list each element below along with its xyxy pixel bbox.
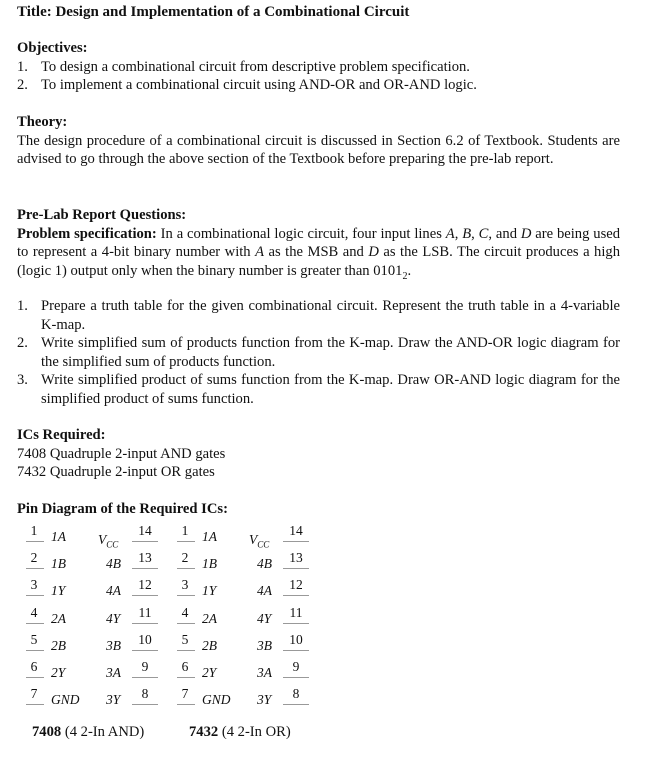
prelab-section bbox=[17, 206, 620, 280]
pin-line-left bbox=[26, 568, 44, 569]
vcc-subscript: CC bbox=[106, 539, 119, 550]
pin-number-left: 5 bbox=[181, 631, 189, 647]
pin-label-left: 2Y bbox=[51, 665, 66, 680]
pin-line-left bbox=[177, 650, 195, 651]
ic-7432-caption: 7432 (4 2-In OR) bbox=[189, 724, 291, 740]
pin-number-right: 13 bbox=[289, 550, 303, 566]
pin-label-left: 1A bbox=[202, 529, 217, 544]
pin-label-left: 1B bbox=[202, 556, 217, 572]
pin-line-left bbox=[177, 704, 195, 705]
pin-label-right: 3Y bbox=[257, 692, 272, 708]
spec-label: Problem specification: bbox=[17, 225, 157, 242]
pin-number-left: 5 bbox=[30, 631, 38, 647]
vcc-label bbox=[98, 531, 118, 550]
pin-label-left: 1Y bbox=[51, 583, 66, 599]
ic-7408-diagram bbox=[26, 522, 166, 707]
pin-number-left: 2 bbox=[181, 550, 189, 566]
prelab-questions bbox=[17, 297, 620, 409]
theory-text: The design procedure of a combinational circuit is discussed in Section 6.2 of Textbook. Students are advised to go through the above section of the Textbook before preparing the pre-lab report. bbox=[17, 132, 620, 168]
ic-item: 7408 Quadruple 2-input AND gates bbox=[17, 445, 226, 462]
pin-label-right: 4A bbox=[257, 583, 272, 599]
pin-number-left: 1 bbox=[30, 523, 38, 538]
pin-number-right: 12 bbox=[289, 577, 303, 593]
pin-label-left: 1B bbox=[51, 556, 66, 572]
pin-line-right bbox=[283, 541, 309, 542]
pin-number-left: 3 bbox=[30, 577, 38, 593]
vcc-subscript: CC bbox=[257, 539, 270, 550]
vcc-label bbox=[249, 531, 269, 550]
objectives-section bbox=[17, 39, 620, 95]
ic-7432-diagram bbox=[177, 522, 317, 707]
pin-line-left bbox=[177, 623, 195, 624]
pin-line-right bbox=[283, 704, 309, 705]
objectives-heading: Objectives: bbox=[17, 40, 88, 56]
list-item: 2. Write simplified sum of products function from the K-map. Draw the AND-OR logic diagram for the simplified sum of products function. bbox=[17, 335, 620, 370]
pin-number-left: 3 bbox=[181, 577, 189, 593]
pin-line-right bbox=[132, 541, 158, 542]
pin-number-right: 11 bbox=[138, 604, 152, 620]
theory-heading: Theory: bbox=[17, 114, 68, 130]
pin-label-right: 4A bbox=[106, 583, 121, 599]
pin-number-right: 9 bbox=[141, 659, 149, 674]
pin-line-left bbox=[26, 677, 44, 678]
pin-line-right bbox=[283, 568, 309, 569]
pin-number-right: 11 bbox=[289, 604, 303, 620]
pin-label-left: 2Y bbox=[202, 665, 217, 680]
pin-number-right: 10 bbox=[138, 631, 152, 647]
pin-label-left: GND bbox=[51, 692, 80, 708]
pin-line-left bbox=[177, 595, 195, 596]
ic-item: 7432 Quadruple 2-input OR gates bbox=[17, 464, 215, 481]
pin-number-right: 14 bbox=[138, 523, 152, 538]
pin-label-left: GND bbox=[202, 692, 231, 708]
pin-line-left bbox=[177, 677, 195, 678]
prelab-heading: Pre-Lab Report Questions: bbox=[17, 207, 187, 223]
pin-number-left: 7 bbox=[30, 686, 38, 702]
pin-number-left: 7 bbox=[181, 686, 189, 702]
pin-number-right: 10 bbox=[289, 631, 303, 647]
pin-line-left bbox=[26, 650, 44, 651]
list-item: 2. To implement a combinational circuit using AND-OR and OR-AND logic. bbox=[17, 77, 477, 94]
pin-line-right bbox=[132, 623, 158, 624]
pin-number-right: 8 bbox=[141, 686, 149, 702]
ics-section bbox=[17, 426, 620, 482]
pin-label-right: 4B bbox=[106, 556, 121, 572]
pin-diagram-heading: Pin Diagram of the Required ICs: bbox=[17, 501, 228, 517]
pin-label-right: 4Y bbox=[257, 610, 272, 626]
ic-7408-caption: 7408 (4 2-In AND) bbox=[32, 724, 145, 740]
pin-number-right: 14 bbox=[289, 523, 303, 538]
pin-line-right bbox=[132, 677, 158, 678]
pin-label-left: 2A bbox=[202, 610, 217, 626]
ics-heading: ICs Required: bbox=[17, 427, 106, 443]
pin-line-left bbox=[177, 541, 195, 542]
pin-label-left: 2B bbox=[202, 637, 217, 653]
pin-number-left: 6 bbox=[30, 659, 38, 674]
pin-line-left bbox=[26, 541, 44, 542]
pin-line-right bbox=[283, 595, 309, 596]
pin-line-right bbox=[283, 650, 309, 651]
pin-line-left bbox=[177, 568, 195, 569]
pin-line-left bbox=[26, 623, 44, 624]
pin-number-left: 4 bbox=[181, 604, 189, 620]
pin-label-right: 3B bbox=[106, 637, 121, 653]
theory-section bbox=[17, 113, 620, 169]
pin-label-right: 3A bbox=[257, 665, 272, 680]
pin-number-left: 2 bbox=[30, 550, 38, 566]
pin-label-right: 3A bbox=[106, 665, 121, 680]
pin-label-right: 3B bbox=[257, 637, 272, 653]
document-title: Title: Design and Implementation of a Combinational Circuit bbox=[17, 4, 410, 20]
vcc-letter: V bbox=[98, 532, 107, 547]
list-item: 3. Write simplified product of sums function from the K-map. Draw OR-AND logic diagram for the simplified product of sums function. bbox=[17, 372, 620, 407]
pin-label-right: 4Y bbox=[106, 610, 121, 626]
pin-line-right bbox=[132, 650, 158, 651]
pin-line-right bbox=[132, 595, 158, 596]
pin-line-right bbox=[283, 677, 309, 678]
objectives-list bbox=[17, 58, 620, 95]
pin-number-right: 13 bbox=[138, 550, 152, 566]
pin-number-right: 8 bbox=[292, 686, 300, 702]
pin-number-right: 9 bbox=[292, 659, 300, 674]
pin-label-left: 1A bbox=[51, 529, 66, 544]
pin-number-left: 1 bbox=[181, 523, 189, 538]
pin-label-left: 1Y bbox=[202, 583, 217, 599]
pin-number-left: 6 bbox=[181, 659, 189, 674]
pin-line-left bbox=[26, 595, 44, 596]
pin-label-right: 4B bbox=[257, 556, 272, 572]
pin-number-left: 4 bbox=[30, 604, 38, 620]
list-item: 1. To design a combinational circuit from descriptive problem specification. bbox=[17, 58, 470, 75]
pin-line-right bbox=[283, 623, 309, 624]
pin-label-left: 2A bbox=[51, 610, 66, 626]
pin-number-right: 12 bbox=[138, 577, 152, 593]
pin-line-right bbox=[132, 704, 158, 705]
problem-specification: Problem specification: In a combinational logic circuit, four input lines A, B, C, and D are being used to represent a 4-bit binary number with A as the MSB and D as the LSB. The circuit produces a high (logic 1) output only when the binary number is greater than $0101_2$. bbox=[17, 225, 621, 282]
list-item: 1. Prepare a truth table for the given combinational circuit. Represent the truth table in a 4-variable K-map. bbox=[17, 298, 620, 333]
pin-label-left: 2B bbox=[51, 637, 66, 653]
pin-line-right bbox=[132, 568, 158, 569]
pin-label-right: 3Y bbox=[106, 692, 121, 708]
pin-line-left bbox=[26, 704, 44, 705]
vcc-letter: V bbox=[249, 532, 258, 547]
